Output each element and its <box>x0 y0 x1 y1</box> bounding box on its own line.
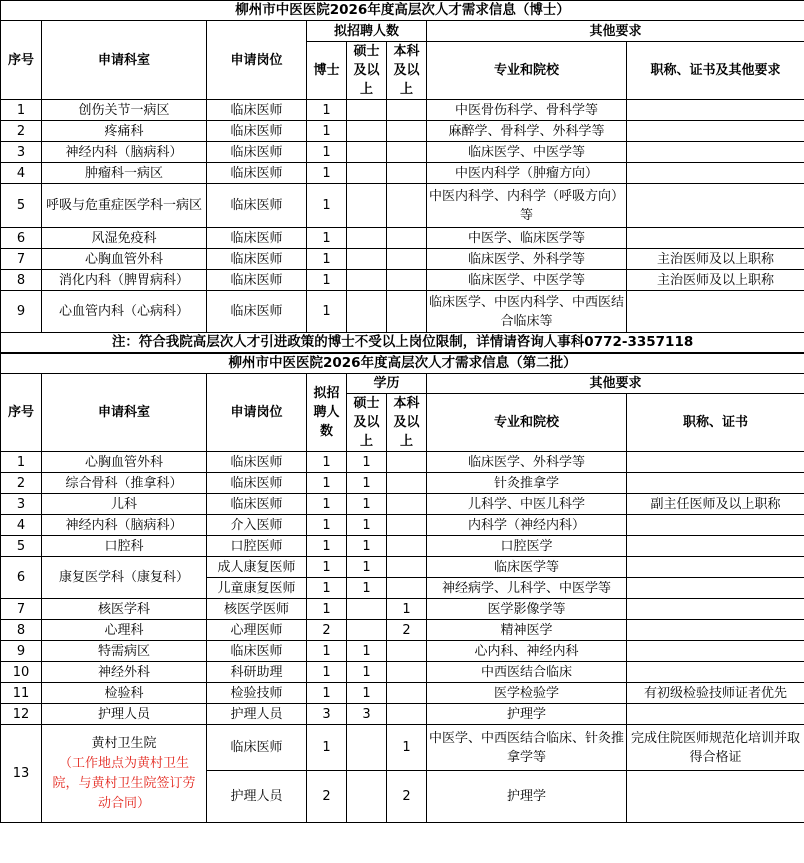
row-number: 9 <box>1 641 42 662</box>
row-number: 3 <box>1 142 42 163</box>
plan-count-cell: 1 <box>307 494 347 515</box>
department-cell: 儿科 <box>42 494 207 515</box>
table-row <box>1 536 804 557</box>
certificate-cell <box>627 557 804 578</box>
hdr-plan: 拟招聘人数 <box>307 21 427 42</box>
table-row <box>1 291 804 333</box>
major-cell: 儿科学、中医儿科学 <box>427 494 627 515</box>
major-cell: 中医内科学（肿瘤方向） <box>427 163 627 184</box>
certificate-cell <box>627 599 804 620</box>
department-cell: 核医学科 <box>42 599 207 620</box>
position-cell: 临床医师 <box>207 121 307 142</box>
hdr-other: 其他要求 <box>427 21 804 42</box>
table-row <box>1 249 804 270</box>
plan-count-cell: 1 <box>307 515 347 536</box>
bachelor-count-cell <box>387 249 427 270</box>
bachelor-count-cell <box>387 163 427 184</box>
master-count-cell: 1 <box>347 683 387 704</box>
certificate-cell <box>627 641 804 662</box>
major-cell: 心内科、神经内科 <box>427 641 627 662</box>
department-cell: 康复医学科（康复科） <box>42 557 207 599</box>
major-cell: 护理学 <box>427 704 627 725</box>
master-count-cell <box>347 100 387 121</box>
phd-count-cell: 1 <box>307 184 347 228</box>
bachelor-count-cell: 2 <box>387 620 427 641</box>
position-cell: 成人康复医师 <box>207 557 307 578</box>
position-cell: 临床医师 <box>207 473 307 494</box>
plan-count-cell: 1 <box>307 683 347 704</box>
department-cell: 心胸血管外科 <box>42 249 207 270</box>
position-cell: 心理医师 <box>207 620 307 641</box>
master-count-cell: 1 <box>347 557 387 578</box>
bachelor-count-cell: 2 <box>387 771 427 823</box>
master-count-cell: 1 <box>347 515 387 536</box>
department-cell: 心血管内科（心病科） <box>42 291 207 333</box>
hdr2-bachelor: 本科及以上 <box>387 394 427 452</box>
position-cell: 临床医师 <box>207 291 307 333</box>
department-cell: 神经内科（脑病科） <box>42 142 207 163</box>
position-cell: 临床医师 <box>207 100 307 121</box>
bachelor-count-cell <box>387 121 427 142</box>
plan-count-cell: 1 <box>307 536 347 557</box>
position-cell: 临床医师 <box>207 641 307 662</box>
major-cell: 临床医学、外科学等 <box>427 249 627 270</box>
phd-count-cell: 1 <box>307 291 347 333</box>
department-cell: 肿瘤科一病区 <box>42 163 207 184</box>
table-row <box>1 620 804 641</box>
department-cell: 护理人员 <box>42 704 207 725</box>
bachelor-count-cell: 1 <box>387 599 427 620</box>
hdr2-plan: 拟招聘人数 <box>307 374 347 452</box>
row-number: 6 <box>1 557 42 599</box>
master-count-cell <box>347 291 387 333</box>
plan-count-cell: 1 <box>307 452 347 473</box>
row-number: 10 <box>1 662 42 683</box>
certificate-cell: 主治医师及以上职称 <box>627 270 804 291</box>
major-cell: 神经病学、儿科学、中医学等 <box>427 578 627 599</box>
row-number: 7 <box>1 599 42 620</box>
certificate-cell <box>627 228 804 249</box>
row-number: 1 <box>1 100 42 121</box>
department-cell: 特需病区 <box>42 641 207 662</box>
row-number: 5 <box>1 536 42 557</box>
certificate-cell <box>627 473 804 494</box>
table-row <box>1 662 804 683</box>
position-cell: 儿童康复医师 <box>207 578 307 599</box>
plan-count-cell: 3 <box>307 704 347 725</box>
row-number: 2 <box>1 473 42 494</box>
major-cell: 医学检验学 <box>427 683 627 704</box>
position-cell: 介入医师 <box>207 515 307 536</box>
position-cell: 临床医师 <box>207 228 307 249</box>
position-cell: 临床医师 <box>207 725 307 771</box>
phd-count-cell: 1 <box>307 249 347 270</box>
table-row <box>1 599 804 620</box>
phd-count-cell: 1 <box>307 121 347 142</box>
table-row <box>1 100 804 121</box>
department-cell: 疼痛科 <box>42 121 207 142</box>
bachelor-count-cell: 1 <box>387 725 427 771</box>
master-count-cell: 1 <box>347 473 387 494</box>
hdr-post: 申请岗位 <box>207 21 307 100</box>
master-count-cell <box>347 725 387 771</box>
row-number: 4 <box>1 515 42 536</box>
table-row <box>1 473 804 494</box>
plan-count-cell: 2 <box>307 771 347 823</box>
certificate-cell <box>627 536 804 557</box>
master-count-cell: 1 <box>347 536 387 557</box>
position-cell: 检验技师 <box>207 683 307 704</box>
major-cell: 内科学（神经内科） <box>427 515 627 536</box>
bachelor-count-cell <box>387 452 427 473</box>
certificate-cell <box>627 184 804 228</box>
workplace-note: （工作地点为黄村卫生院，与黄村卫生院签订劳动合同） <box>52 755 196 811</box>
hdr2-cert: 职称、证书 <box>627 394 804 452</box>
major-cell: 中医骨伤科学、骨科学等 <box>427 100 627 121</box>
table-row <box>1 184 804 228</box>
master-count-cell <box>347 270 387 291</box>
row-number: 7 <box>1 249 42 270</box>
master-count-cell <box>347 228 387 249</box>
master-count-cell: 1 <box>347 452 387 473</box>
table-row <box>1 452 804 473</box>
department-cell: 检验科 <box>42 683 207 704</box>
bachelor-count-cell <box>387 557 427 578</box>
bachelor-count-cell <box>387 142 427 163</box>
master-count-cell: 1 <box>347 662 387 683</box>
table-row <box>1 704 804 725</box>
master-count-cell <box>347 121 387 142</box>
row-number: 12 <box>1 704 42 725</box>
position-cell: 临床医师 <box>207 142 307 163</box>
bachelor-count-cell <box>387 662 427 683</box>
department-cell: 心胸血管外科 <box>42 452 207 473</box>
department-cell: 综合骨科（推拿科） <box>42 473 207 494</box>
master-count-cell: 1 <box>347 641 387 662</box>
position-cell: 临床医师 <box>207 249 307 270</box>
department-cell: 风湿免疫科 <box>42 228 207 249</box>
table-row <box>1 270 804 291</box>
certificate-cell: 主治医师及以上职称 <box>627 249 804 270</box>
certificate-cell <box>627 578 804 599</box>
hdr2-master: 硕士及以上 <box>347 394 387 452</box>
row-number: 8 <box>1 620 42 641</box>
plan-count-cell: 1 <box>307 473 347 494</box>
certificate-cell <box>627 100 804 121</box>
bachelor-count-cell <box>387 270 427 291</box>
major-cell: 麻醉学、骨科学、外科学等 <box>427 121 627 142</box>
position-cell: 临床医师 <box>207 163 307 184</box>
master-count-cell: 1 <box>347 494 387 515</box>
master-count-cell <box>347 771 387 823</box>
department-name: 黄村卫生院 <box>91 735 157 751</box>
certificate-cell <box>627 620 804 641</box>
certificate-cell <box>627 771 804 823</box>
major-cell: 精神医学 <box>427 620 627 641</box>
plan-count-cell: 1 <box>307 641 347 662</box>
plan-count-cell: 1 <box>307 578 347 599</box>
master-count-cell <box>347 184 387 228</box>
table-row <box>1 641 804 662</box>
certificate-cell <box>627 121 804 142</box>
master-count-cell: 3 <box>347 704 387 725</box>
certificate-cell: 完成住院医师规范化培训并取得合格证 <box>627 725 804 771</box>
major-cell: 针灸推拿学 <box>427 473 627 494</box>
bachelor-count-cell <box>387 683 427 704</box>
plan-count-cell: 1 <box>307 599 347 620</box>
major-cell: 医学影像学等 <box>427 599 627 620</box>
department-cell <box>42 725 207 823</box>
hdr-phd: 博士 <box>307 42 347 100</box>
hdr2-major: 专业和院校 <box>427 394 627 452</box>
hdr-bachelor: 本科及以上 <box>387 42 427 100</box>
hdr-major: 专业和院校 <box>427 42 627 100</box>
hdr2-no: 序号 <box>1 374 42 452</box>
bachelor-count-cell <box>387 291 427 333</box>
certificate-cell <box>627 452 804 473</box>
certificate-cell <box>627 662 804 683</box>
department-cell: 神经内科（脑病科） <box>42 515 207 536</box>
position-cell: 临床医师 <box>207 452 307 473</box>
position-cell: 护理人员 <box>207 704 307 725</box>
certificate-cell <box>627 142 804 163</box>
row-number: 13 <box>1 725 42 823</box>
position-cell: 核医学医师 <box>207 599 307 620</box>
hdr-master: 硕士及以上 <box>347 42 387 100</box>
phd-count-cell: 1 <box>307 270 347 291</box>
hdr-dept: 申请科室 <box>42 21 207 100</box>
table-row <box>1 515 804 536</box>
table-second-batch <box>0 353 804 823</box>
phd-count-cell: 1 <box>307 142 347 163</box>
major-cell: 中医学、中西医结合临床、针灸推拿学等 <box>427 725 627 771</box>
major-cell: 临床医学、中医内科学、中西医结合临床等 <box>427 291 627 333</box>
department-cell: 消化内科（脾胃病科） <box>42 270 207 291</box>
certificate-cell <box>627 704 804 725</box>
department-cell: 口腔科 <box>42 536 207 557</box>
table-row <box>1 725 804 771</box>
position-cell: 口腔医师 <box>207 536 307 557</box>
table-row <box>1 683 804 704</box>
bachelor-count-cell <box>387 494 427 515</box>
certificate-cell: 副主任医师及以上职称 <box>627 494 804 515</box>
table-row <box>1 121 804 142</box>
master-count-cell <box>347 142 387 163</box>
master-count-cell <box>347 163 387 184</box>
row-number: 6 <box>1 228 42 249</box>
bachelor-count-cell <box>387 536 427 557</box>
row-number: 1 <box>1 452 42 473</box>
table-row <box>1 163 804 184</box>
major-cell: 临床医学、外科学等 <box>427 452 627 473</box>
major-cell: 临床医学、中医学等 <box>427 142 627 163</box>
master-count-cell <box>347 599 387 620</box>
row-number: 8 <box>1 270 42 291</box>
major-cell: 中医学、临床医学等 <box>427 228 627 249</box>
department-cell: 创伤关节一病区 <box>42 100 207 121</box>
table1-note: 注：符合我院高层次人才引进政策的博士不受以上岗位限制，详情请咨询人事科0772-3357118 <box>1 333 804 353</box>
row-number: 11 <box>1 683 42 704</box>
major-cell: 临床医学、中医学等 <box>427 270 627 291</box>
position-cell: 临床医师 <box>207 270 307 291</box>
bachelor-count-cell <box>387 184 427 228</box>
row-number: 2 <box>1 121 42 142</box>
major-cell: 中西医结合临床 <box>427 662 627 683</box>
table-row <box>1 557 804 578</box>
bachelor-count-cell <box>387 100 427 121</box>
plan-count-cell: 1 <box>307 557 347 578</box>
bachelor-count-cell <box>387 515 427 536</box>
row-number: 3 <box>1 494 42 515</box>
table2-title: 柳州市中医医院2026年度高层次人才需求信息（第二批） <box>1 354 804 374</box>
table-phd <box>0 0 804 353</box>
master-count-cell <box>347 249 387 270</box>
table-row <box>1 228 804 249</box>
table1-title: 柳州市中医医院2026年度高层次人才需求信息（博士） <box>1 1 804 21</box>
major-cell: 临床医学等 <box>427 557 627 578</box>
hdr-cert: 职称、证书及其他要求 <box>627 42 804 100</box>
row-number: 4 <box>1 163 42 184</box>
phd-count-cell: 1 <box>307 228 347 249</box>
department-cell: 心理科 <box>42 620 207 641</box>
position-cell: 临床医师 <box>207 494 307 515</box>
hdr2-dept: 申请科室 <box>42 374 207 452</box>
certificate-cell <box>627 291 804 333</box>
position-cell: 科研助理 <box>207 662 307 683</box>
hdr-no: 序号 <box>1 21 42 100</box>
plan-count-cell: 2 <box>307 620 347 641</box>
major-cell: 中医内科学、内科学（呼吸方向）等 <box>427 184 627 228</box>
hdr2-other: 其他要求 <box>427 374 804 394</box>
master-count-cell: 1 <box>347 578 387 599</box>
certificate-cell <box>627 515 804 536</box>
table-row <box>1 142 804 163</box>
position-cell: 护理人员 <box>207 771 307 823</box>
hdr2-post: 申请岗位 <box>207 374 307 452</box>
major-cell: 护理学 <box>427 771 627 823</box>
department-cell: 神经外科 <box>42 662 207 683</box>
bachelor-count-cell <box>387 228 427 249</box>
row-number: 5 <box>1 184 42 228</box>
phd-count-cell: 1 <box>307 100 347 121</box>
department-cell: 呼吸与危重症医学科一病区 <box>42 184 207 228</box>
bachelor-count-cell <box>387 473 427 494</box>
bachelor-count-cell <box>387 641 427 662</box>
certificate-cell: 有初级检验技师证者优先 <box>627 683 804 704</box>
master-count-cell <box>347 620 387 641</box>
major-cell: 口腔医学 <box>427 536 627 557</box>
phd-count-cell: 1 <box>307 163 347 184</box>
table-row <box>1 494 804 515</box>
certificate-cell <box>627 163 804 184</box>
plan-count-cell: 1 <box>307 725 347 771</box>
bachelor-count-cell <box>387 578 427 599</box>
row-number: 9 <box>1 291 42 333</box>
plan-count-cell: 1 <box>307 662 347 683</box>
hdr2-edu: 学历 <box>347 374 427 394</box>
bachelor-count-cell <box>387 704 427 725</box>
position-cell: 临床医师 <box>207 184 307 228</box>
